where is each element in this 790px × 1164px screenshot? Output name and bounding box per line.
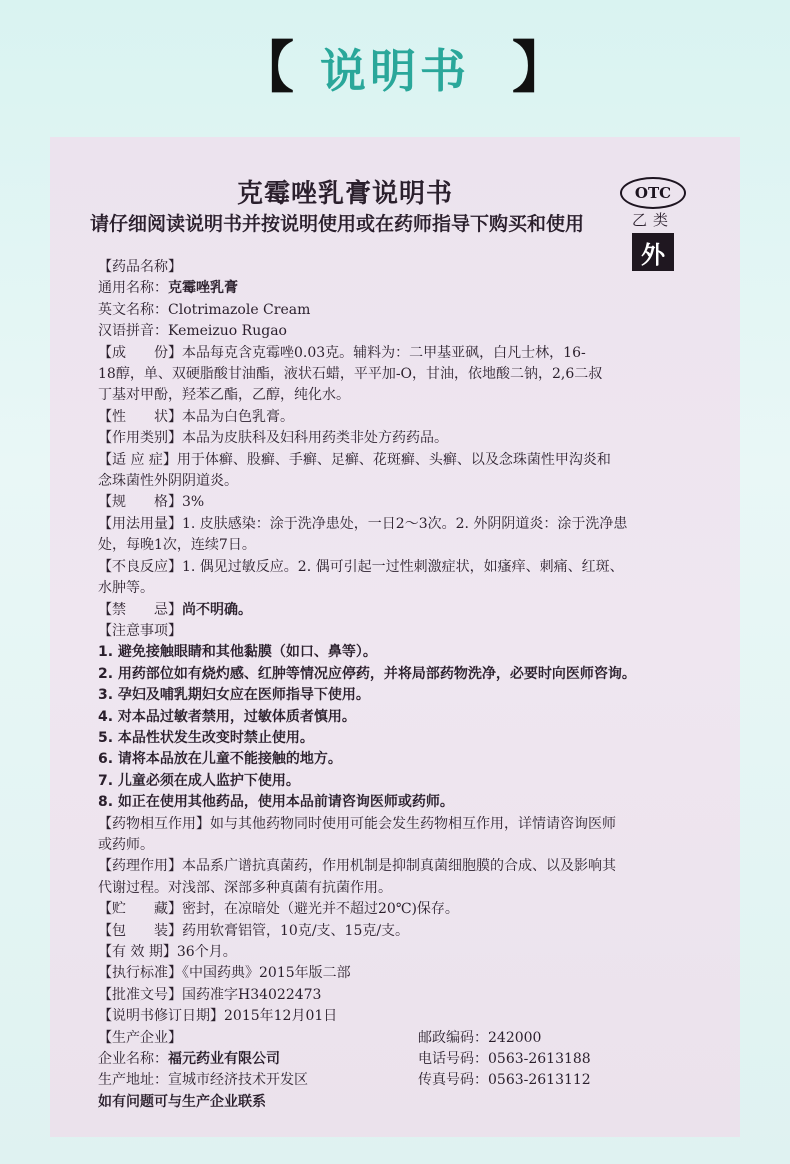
pinyin-name: 汉语拼音：Kemeizuo Rugao — [98, 323, 287, 340]
drug-name-header: 【药品名称】 — [98, 259, 182, 275]
external-use-badge: 外 — [632, 233, 674, 271]
contraindications-value: 尚不明确。 — [182, 601, 252, 618]
page-title: 说明书 — [320, 44, 470, 98]
company-name-cell — [98, 1049, 418, 1070]
leaflet-body — [98, 257, 698, 1113]
interactions-line-2: 或药师。 — [98, 836, 154, 853]
usage-line-1: 【用法用量】1. 皮肤感染：涂于洗净患处，一日2～3次。2. 外阴阴道炎：涂于洗净患 — [98, 515, 628, 532]
generic-name-value: 克霉唑乳膏 — [168, 280, 238, 297]
manufacturer-row-3 — [98, 1070, 698, 1091]
precaution-item: 2. 用药部位如有烧灼感、红肿等情况应停药，并将局部药物洗净，必要时向医师咨询。 — [98, 665, 636, 682]
right-bracket: 】 — [512, 35, 568, 101]
english-name: 英文名称：Clotrimazole Cream — [98, 301, 311, 318]
pharmacology-line-1: 【药理作用】本品系广谱抗真菌药，作用机制是抑制真菌细胞膜的合成、以及影响其 — [98, 858, 616, 875]
validity: 【有 效 期】36个月。 — [98, 944, 237, 960]
generic-name-label: 通用名称： — [98, 280, 168, 297]
contraindications-row — [98, 600, 698, 621]
manufacturer-header: 【生产企业】 — [98, 1029, 182, 1046]
standard: 【执行标准】《中国药典》2015年版二部 — [98, 965, 351, 982]
ingredients-line-3: 丁基对甲酚，羟苯乙酯，乙醇，纯化水。 — [98, 387, 350, 404]
fax-number: 传真号码：0563-2613112 — [418, 1072, 591, 1089]
leaflet-paper — [50, 137, 740, 1137]
properties: 【性 状】本品为白色乳膏。 — [98, 408, 294, 425]
page-header — [0, 28, 790, 108]
ingredients-line-1: 【成 份】本品每克含克霉唑0.03克。辅料为：二甲基亚砜，白凡士林，16- — [98, 344, 586, 361]
precaution-item: 5. 本品性状发生改变时禁止使用。 — [98, 729, 314, 746]
otc-class-label: 乙类 — [631, 211, 674, 229]
contact-note: 如有问题可与生产企业联系 — [98, 1093, 266, 1110]
interactions-line-1: 【药物相互作用】如与其他药物同时使用可能会发生药物相互作用，详情请咨询医师 — [98, 815, 616, 832]
address: 生产地址：宣城市经济技术开发区 — [98, 1072, 308, 1089]
generic-name-row — [98, 278, 698, 299]
adverse-line-2: 水肿等。 — [98, 580, 154, 597]
ingredients-line-2: 18醇，单、双硬脂酸甘油酯，液状石蜡，平平加-O，甘油，依地酸二钠，2,6二叔 — [98, 366, 603, 383]
precaution-item: 3. 孕妇及哺乳期妇女应在医师指导下使用。 — [98, 687, 370, 704]
package: 【包 装】药用软膏铝管，10克/支、15克/支。 — [98, 922, 410, 939]
precaution-item: 1. 避免接触眼睛和其他黏膜（如口、鼻等）。 — [98, 644, 377, 661]
indications-line-1: 【适 应 症】用于体癣、股癣、手癣、足癣、花斑癣、头癣、以及念珠菌性甲沟炎和 — [98, 451, 611, 468]
usage-line-2: 处，每晚1次，连续7日。 — [98, 537, 256, 554]
precautions-header: 【注意事项】 — [98, 622, 182, 639]
phone-number: 电话号码：0563-2613188 — [418, 1051, 591, 1068]
precaution-item: 8. 如正在使用其他药品，使用本品前请咨询医师或药师。 — [98, 794, 454, 811]
postal-code: 邮政编码：242000 — [418, 1029, 542, 1046]
pharmacology-line-2: 代谢过程。对浅部、深部多种真菌有抗菌作用。 — [98, 879, 392, 896]
otc-badge: OTC — [620, 177, 686, 209]
manufacturer-row-2 — [98, 1049, 698, 1070]
company-label: 企业名称： — [98, 1051, 168, 1068]
precaution-item: 7. 儿童必须在成人监护下使用。 — [98, 772, 300, 789]
category: 【作用类别】本品为皮肤科及妇科用药类非处方药药品。 — [98, 430, 448, 447]
specification: 【规 格】3% — [98, 494, 205, 511]
company-value: 福元药业有限公司 — [168, 1051, 280, 1068]
leaflet-title: 克霉唑乳膏说明书 — [236, 179, 453, 209]
storage: 【贮 藏】密封，在凉暗处（避光并不超过20℃)保存。 — [98, 901, 459, 918]
adverse-line-1: 【不良反应】1. 偶见过敏反应。2. 偶可引起一过性刺激症状，如瘙痒、刺痛、红斑、 — [98, 558, 624, 575]
manufacturer-row-1 — [98, 1028, 698, 1049]
precaution-item: 4. 对本品过敏者禁用，过敏体质者慎用。 — [98, 708, 356, 725]
revision-date: 【说明书修订日期】2015年12月01日 — [98, 1008, 338, 1025]
precaution-item: 6. 请将本品放在儿童不能接触的地方。 — [98, 751, 342, 768]
leaflet-subtitle: 请仔细阅读说明书并按说明使用或在药师指导下购买和使用 — [90, 213, 585, 235]
indications-line-2: 念珠菌性外阴阴道炎。 — [98, 473, 238, 490]
left-bracket: 【 — [238, 35, 294, 101]
approval-number: 【批准文号】国药准字H34022473 — [98, 986, 322, 1003]
contraindications-label: 【禁 忌】 — [98, 601, 182, 618]
